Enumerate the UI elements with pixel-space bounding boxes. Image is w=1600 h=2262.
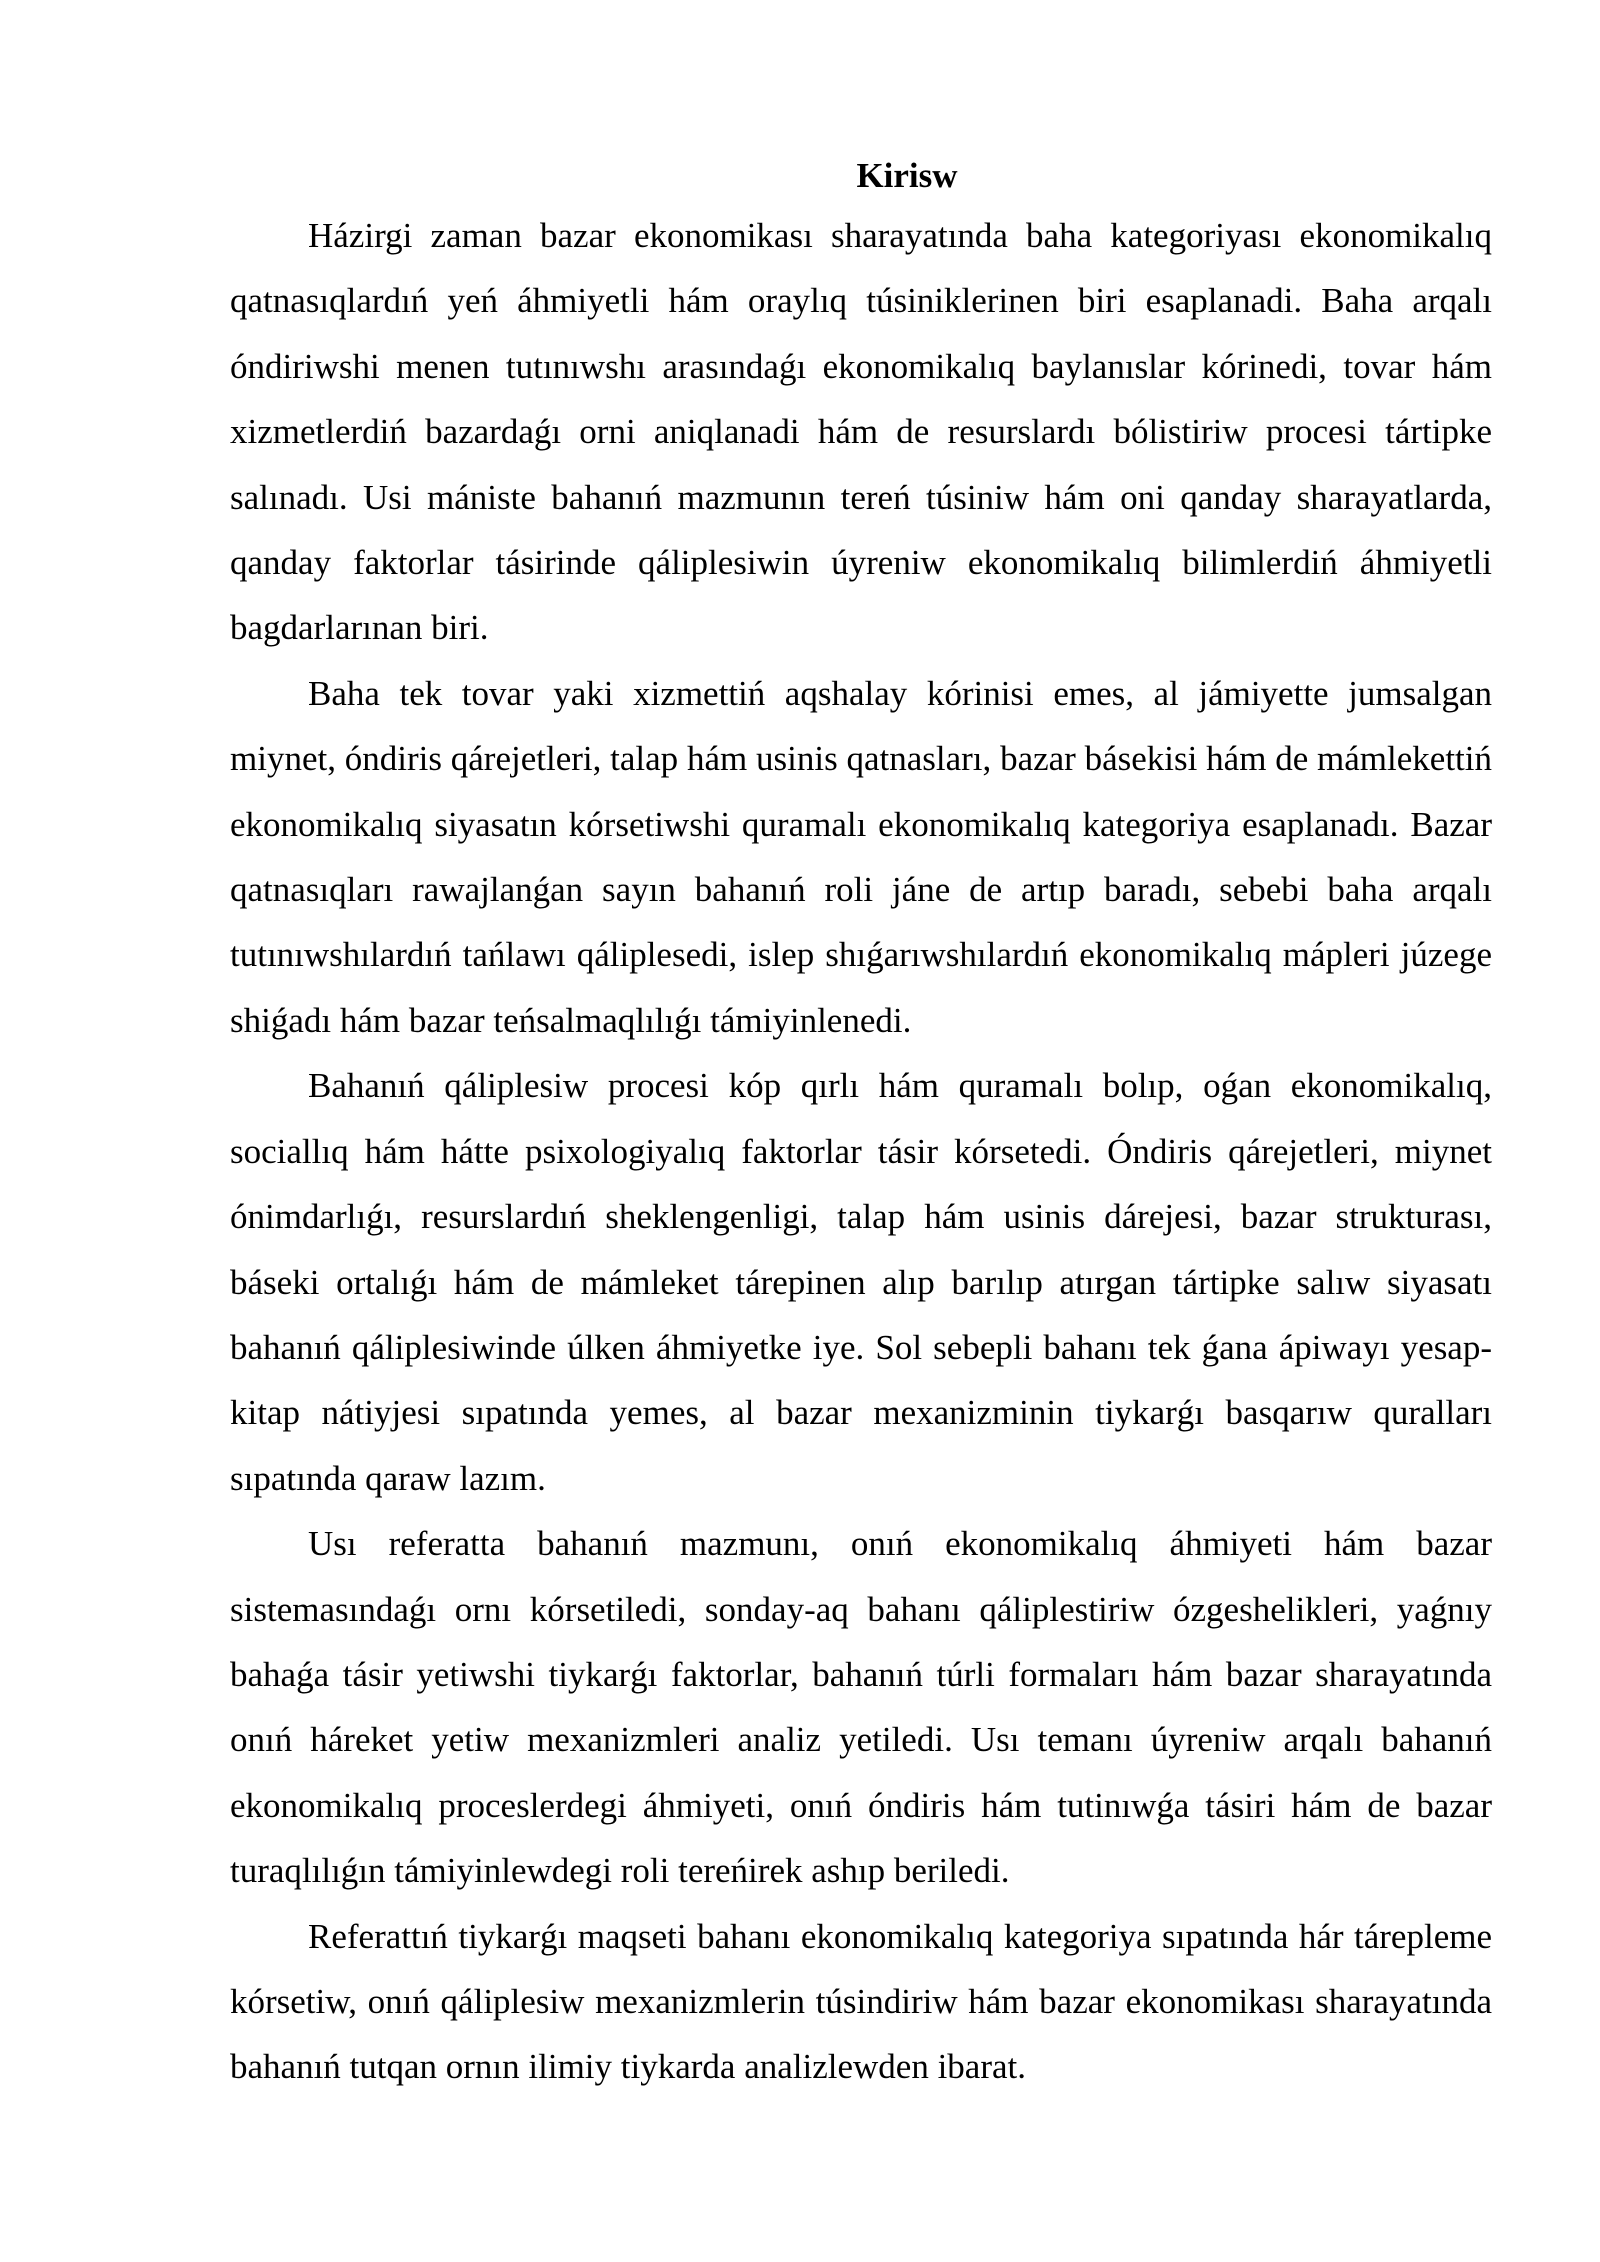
paragraph-5: Referattıń tiykarǵı maqseti bahanı ekonomikalıq kategoriya sıpatında hár tárepleme kórsetiw, onıń qáliplesiw mexanizmlerin túsindiriw hám bazar ekonomikası sharayatında bahanıń tutqan ornın ilimiy tiykarda analizlewden ibarat. (230, 1916, 1492, 2087)
paragraph-2: Baha tek tovar yaki xizmettiń aqshalay kórinisi emes, al jámiyette jumsalgan miynet, óndiris qárejetleri, talap hám usinis qatnasları, bazar básekisi hám de mámlekettiń ekonomikalıq siyasatın kórsetiwshi quramalı ekonomikalıq kategoriya esaplanadı. Bazar qatnasıqları rawajlanǵan sayın bahanıń roli jáne de artıp baradı, sebebi baha arqalı tutınıwshılardıń tańlawı qáliplesedi, islep shıǵarıwshılardıń ekonomikalıq mápleri júzege shiǵadı hám bazar teńsalmaqlılıǵı támiyinlenedi. (230, 673, 1492, 1040)
document-body (230, 148, 1492, 2100)
paragraph-1: Házirgi zaman bazar ekonomikası sharayatında baha kategoriyası ekonomikalıq qatnasıqlardıń yeń áhmiyetli hám oraylıq túsiniklerinen biri esaplanadi. Baha arqalı óndiriwshi menen tutınıwshı arasındaǵı ekonomikalıq baylanıslar kórinedi, tovar hám xizmetlerdiń bazardaǵı orni aniqlanadi hám de resurslardı bólistiriw procesi tártipke salınadı. Usi mániste bahanıń mazmunın tereń túsiniw hám oni qanday sharayatlarda, qanday faktorlar tásirinde qáliplesiwin úyreniw ekonomikalıq bilimlerdiń áhmiyetli bagdarlarınan biri. (230, 216, 1492, 648)
paragraph-4: Usı referatta bahanıń mazmunı, onıń ekonomikalıq áhmiyeti hám bazar sistemasındaǵı ornı kórsetiledi, sonday-aq bahanı qáliplestiriw ózgeshelikleri, yaǵnıy bahaǵa tásir yetiwshi tiykarǵı faktorlar, bahanıń túrli formaları hám bazar sharayatında onıń háreket yetiw mexanizmleri analiz yetiledi. Usı temanı úyreniw arqalı bahanıń ekonomikalıq proceslerdegi áhmiyeti, onıń óndiris hám tutinıwǵa tásiri hám de bazar turaqlılıǵın támiyinlewdegi roli tereńirek ashıp beriledi. (230, 1524, 1492, 1891)
paragraph-3: Bahanıń qáliplesiw procesi kóp qırlı hám quramalı bolıp, oǵan ekonomikalıq, sociallıq hám hátte psixologiyalıq faktorlar tásir kórsetedi. Óndiris qárejetleri, miynet ónimdarlıǵı, resurslardıń sheklengenligi, talap hám usinis dárejesi, bazar strukturası, báseki ortalıǵı hám de mámleket tárepinen alıp barılıp atırgan tártipke salıw siyasatı bahanıń qáliplesiwinde úlken áhmiyetke iye. Sol sebepli bahanı tek ǵana ápiwayı yesap-kitap nátiyjesi sıpatında yemes, al bazar mexanizminin tiykarǵı basqarıw quralları sıpatında qaraw lazım. (230, 1066, 1492, 1498)
page-title: Kirisw (856, 156, 958, 195)
